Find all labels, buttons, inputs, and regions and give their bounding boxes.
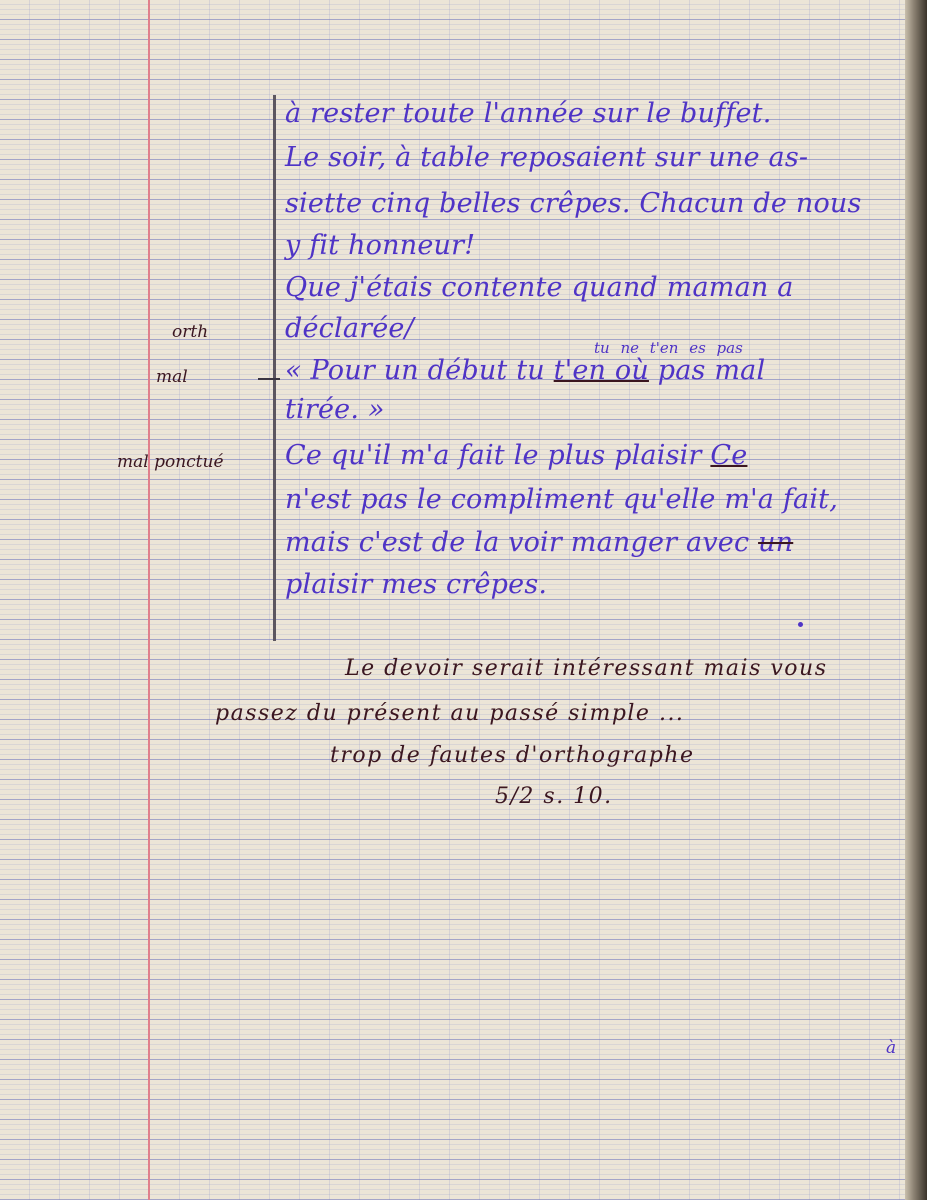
student-line-12: plaisir mes crêpes.: [285, 569, 548, 600]
teacher-comment-line-2: passez du présent au passé simple ...: [215, 701, 685, 726]
notebook-binding: [905, 0, 927, 1200]
student-line-4: y fit honneur!: [285, 230, 476, 261]
underlined-error-ce: Ce: [710, 440, 748, 471]
student-line-10: n'est pas le compliment qu'elle m'a fait,: [285, 484, 838, 515]
underlined-error: t'en où: [553, 355, 649, 386]
grade: 5/2 s. 10.: [495, 784, 613, 809]
student-line-8: tirée. »: [285, 394, 385, 425]
student-line-11: [285, 527, 793, 558]
text-bracket-line: [273, 95, 276, 641]
student-line-2: Le soir, à table reposaient sur une as-: [285, 142, 809, 173]
student-line-7: [285, 355, 765, 386]
student-line-3: siette cinq belles crêpes. Chacun de nous: [285, 188, 862, 219]
struck-word: un: [758, 527, 794, 558]
teacher-correction-above: tu ne t'en es pas: [594, 339, 743, 357]
teacher-comment-line-3: trop de fautes d'orthographe: [330, 743, 695, 768]
student-line-9-start: Ce qu'il m'a fait le plus plaisir: [285, 440, 711, 471]
margin-note-mal: mal: [156, 367, 188, 387]
student-line-7-end: pas mal: [648, 355, 766, 386]
teacher-comment-line-1: Le devoir serait intéressant mais vous: [345, 656, 828, 681]
student-line-1: à rester toute l'année sur le buffet.: [285, 98, 772, 129]
student-line-7-start: « Pour un début tu: [285, 355, 554, 386]
edge-mark: à: [886, 1038, 897, 1058]
student-line-9: [285, 440, 747, 471]
student-line-11-start: mais c'est de la voir manger avec: [285, 527, 759, 558]
margin-dash: [258, 378, 280, 380]
student-line-5: Que j'étais contente quand maman a: [285, 272, 794, 303]
ink-dot: [798, 622, 803, 627]
student-line-6: déclarée/: [285, 313, 414, 344]
red-margin-line: [148, 0, 150, 1200]
margin-note-orth: orth: [172, 322, 209, 342]
margin-note-mal-ponctue: mal ponctué: [117, 452, 224, 472]
